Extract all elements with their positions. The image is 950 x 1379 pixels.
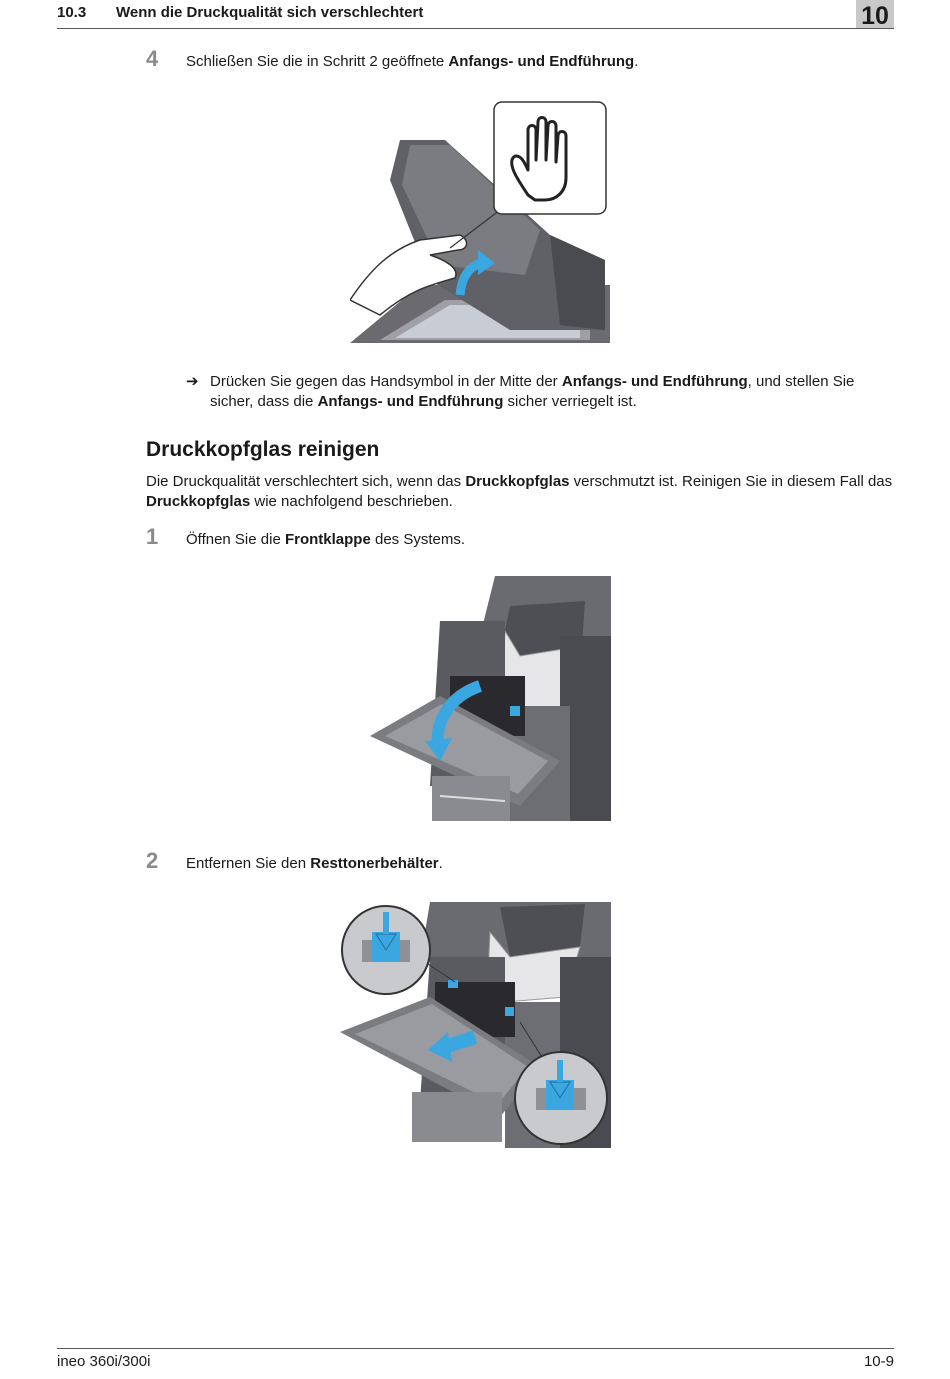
step-4-text: Schließen Sie die in Schritt 2 geöffnete Anfangs- und Endführung.: [186, 53, 639, 70]
result-arrow-icon: ➔: [186, 373, 199, 390]
result-text: Drücken Sie gegen das Handsymbol in der Mitte der Anfangs- und Endführung, und stellen Sie sicher, dass die Anfangs- und Endführung sicher verriegelt ist.: [210, 373, 855, 410]
step-number-1: 1: [146, 524, 159, 549]
step-number-2: 2: [146, 848, 159, 873]
step-2-text: Entfernen Sie den Resttonerbehälter.: [186, 855, 443, 872]
section-number: 10.3: [57, 4, 87, 21]
page-footer: [57, 1348, 894, 1379]
footer-model: ineo 360i/300i: [57, 1353, 151, 1370]
section-heading: Druckkopfglas reinigen: [146, 438, 380, 461]
step-1-text: Öffnen Sie die Frontklappe des Systems.: [186, 531, 466, 548]
page-header: [57, 0, 894, 29]
step-number-4: 4: [146, 46, 159, 71]
result-note: [186, 372, 891, 412]
section-intro: Die Druckqualität verschlechtert sich, wenn das Druckkopfglas verschmutzt ist. Reinigen Sie in diesem Fall das Druckkopfglas wie nachfolgend beschrieben.: [146, 473, 893, 510]
figure-close-document-feeder: [350, 100, 610, 343]
chapter-badge: 10: [856, 0, 894, 28]
figure-open-front-door: [370, 576, 611, 821]
figure-remove-waste-toner-box: [340, 902, 611, 1148]
footer-page-number: 10-9: [863, 1353, 894, 1370]
section-title: Wenn die Druckqualität sich verschlechtert: [116, 4, 424, 21]
